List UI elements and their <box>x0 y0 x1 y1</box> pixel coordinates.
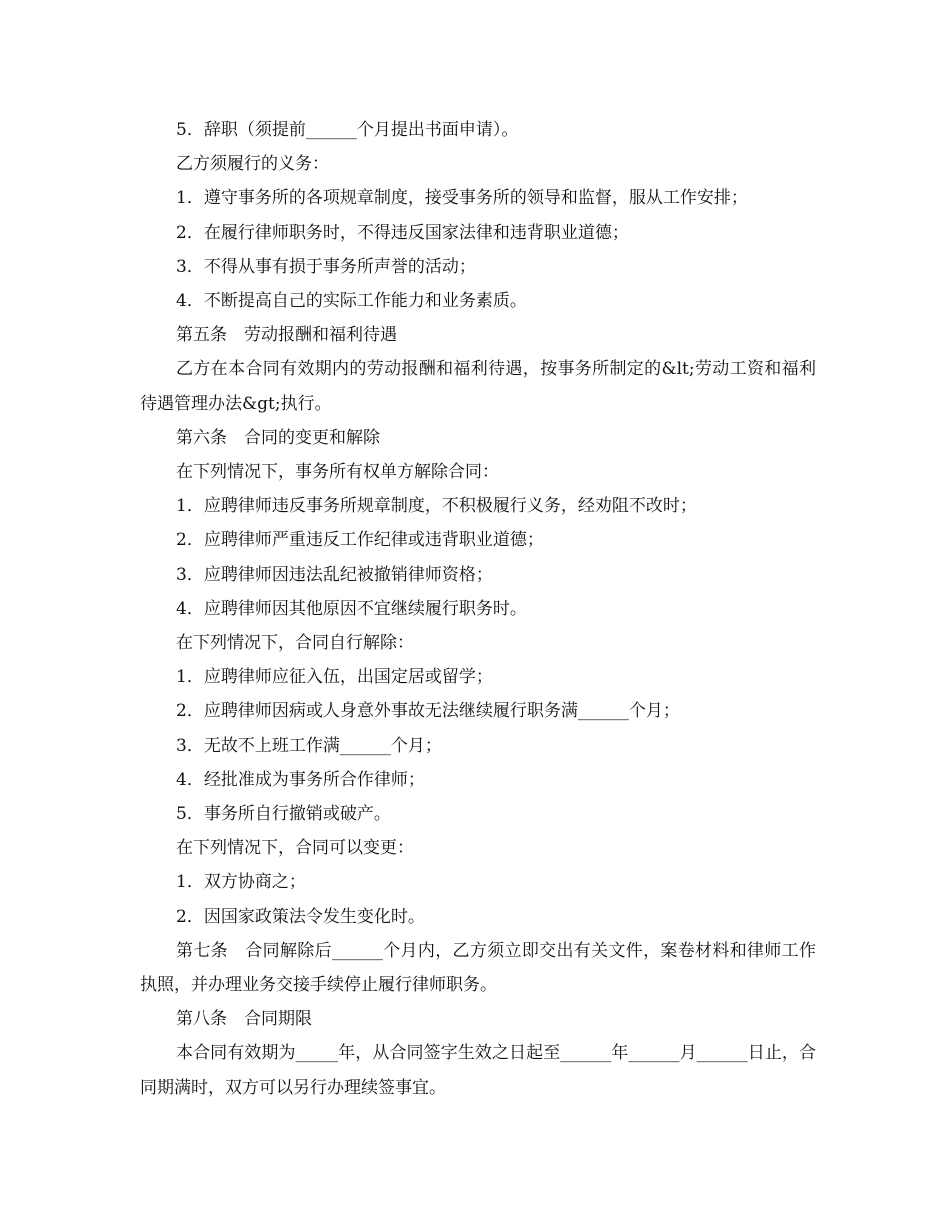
automatic-termination-intro: 在下列情况下，合同自行解除： <box>176 633 414 654</box>
auto-termination-item-2: 2．应聘律师因病或人身意外事故无法继续履行职务满______个月； <box>176 701 680 722</box>
article-8-body: 本合同有效期为_____年，从合同签字生效之日起至______年______月______日止，合同期满时，双方可以另行办理续签事宜。 <box>140 1043 816 1098</box>
modification-intro: 在下列情况下，合同可以变更： <box>176 838 414 859</box>
termination-item-3: 3．应聘律师因违法乱纪被撤销律师资格； <box>176 564 493 585</box>
duty-item-2: 2．在履行律师职务时，不得违反国家法律和违背职业道德； <box>176 222 629 243</box>
duty-item-1: 1．遵守事务所的各项规章制度，接受事务所的领导和监督，服从工作安排； <box>176 188 748 209</box>
article-5-body: 乙方在本合同有效期内的劳动报酬和福利待遇，按事务所制定的&lt;劳动工资和福利待遇管理办法&gt;执行。 <box>140 359 816 414</box>
termination-item-4: 4．应聘律师因其他原因不宜继续履行职务时。 <box>176 598 527 619</box>
modification-item-2: 2．因国家政策法令发生变化时。 <box>176 906 425 927</box>
termination-item-2: 2．应聘律师严重违反工作纪律或违背职业道德； <box>176 530 544 551</box>
article-6-heading: 第六条 合同的变更和解除 <box>176 427 380 448</box>
auto-termination-item-3: 3．无故不上班工作满______个月； <box>176 735 442 756</box>
auto-termination-item-1: 1．应聘律师应征入伍，出国定居或留学； <box>176 667 493 688</box>
unilateral-termination-intro: 在下列情况下，事务所有权单方解除合同： <box>176 462 499 483</box>
auto-termination-item-4: 4．经批准成为事务所合作律师； <box>176 769 425 790</box>
modification-item-1: 1．双方协商之； <box>176 872 306 893</box>
article-8-heading: 第八条 合同期限 <box>176 1009 312 1030</box>
duty-item-3: 3．不得从事有损于事务所声誉的活动； <box>176 256 476 277</box>
auto-termination-item-5: 5．事务所自行撤销或破产。 <box>176 804 391 825</box>
party-b-duties-heading: 乙方须履行的义务： <box>176 154 329 175</box>
duty-item-4: 4．不断提高自己的实际工作能力和业务素质。 <box>176 291 527 312</box>
clause-resignation: 5．辞职（须提前______个月提出书面申请）。 <box>176 120 519 140</box>
article-5-heading: 第五条 劳动报酬和福利待遇 <box>176 325 397 346</box>
article-7: 第七条 合同解除后______个月内，乙方须立即交出有关文件，案卷材料和律师工作执照，并办理业务交接手续停止履行律师职务。 <box>140 940 816 996</box>
document-body <box>140 113 816 1105</box>
termination-item-1: 1．应聘律师违反事务所规章制度，不积极履行义务，经劝阻不改时； <box>176 496 697 517</box>
